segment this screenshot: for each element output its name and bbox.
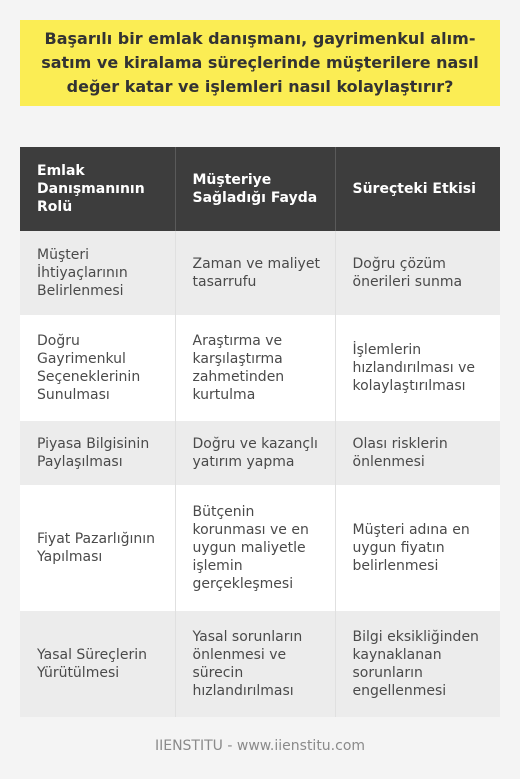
table-row [20, 485, 500, 611]
table-row [20, 421, 500, 485]
table-cell: Bilgi eksikliğinden kaynaklanan sorunların engellenmesi [335, 611, 500, 717]
header-effect: Süreçteki Etkisi [335, 147, 500, 231]
table-cell: Araştırma ve karşılaştırma zahmetinden kurtulma [175, 315, 335, 421]
table-row [20, 231, 500, 315]
table-cell: Doğru ve kazançlı yatırım yapma [175, 421, 335, 485]
table-cell: İşlemlerin hızlandırılması ve kolaylaştırılması [335, 315, 500, 421]
table-cell: Yasal sorunların önlenmesi ve sürecin hızlandırılması [175, 611, 335, 717]
header-role: Emlak Danışmanının Rolü [20, 147, 175, 231]
table-cell: Bütçenin korunması ve en uygun maliyetle işlemin gerçekleşmesi [175, 485, 335, 611]
footer-credit: IIENSTITU - www.iienstitu.com [154, 738, 366, 754]
info-table [20, 147, 500, 717]
table-cell: Müşteri adına en uygun fiyatın belirlenmesi [335, 485, 500, 611]
question-banner [20, 20, 500, 106]
table-cell: Doğru çözüm önerileri sunma [335, 231, 500, 315]
table-cell: Olası risklerin önlenmesi [335, 421, 500, 485]
table-cell: Yasal Süreçlerin Yürütülmesi [20, 611, 175, 717]
table-cell: Piyasa Bilgisinin Paylaşılması [20, 421, 175, 485]
table-cell: Fiyat Pazarlığının Yapılması [20, 485, 175, 611]
table-cell: Doğru Gayrimenkul Seçeneklerinin Sunulması [20, 315, 175, 421]
table-cell: Zaman ve maliyet tasarrufu [175, 231, 335, 315]
table-row [20, 611, 500, 717]
header-benefit: Müşteriye Sağladığı Fayda [175, 147, 335, 231]
table-cell: Müşteri İhtiyaçlarının Belirlenmesi [20, 231, 175, 315]
table-row [20, 315, 500, 421]
table-header-row [20, 147, 500, 231]
banner-title: Başarılı bir emlak danışmanı, gayrimenkul alım-satım ve kiralama süreçlerinde müşterilere nasıl değer katar ve işlemleri nasıl kolaylaştırır? [41, 29, 479, 96]
